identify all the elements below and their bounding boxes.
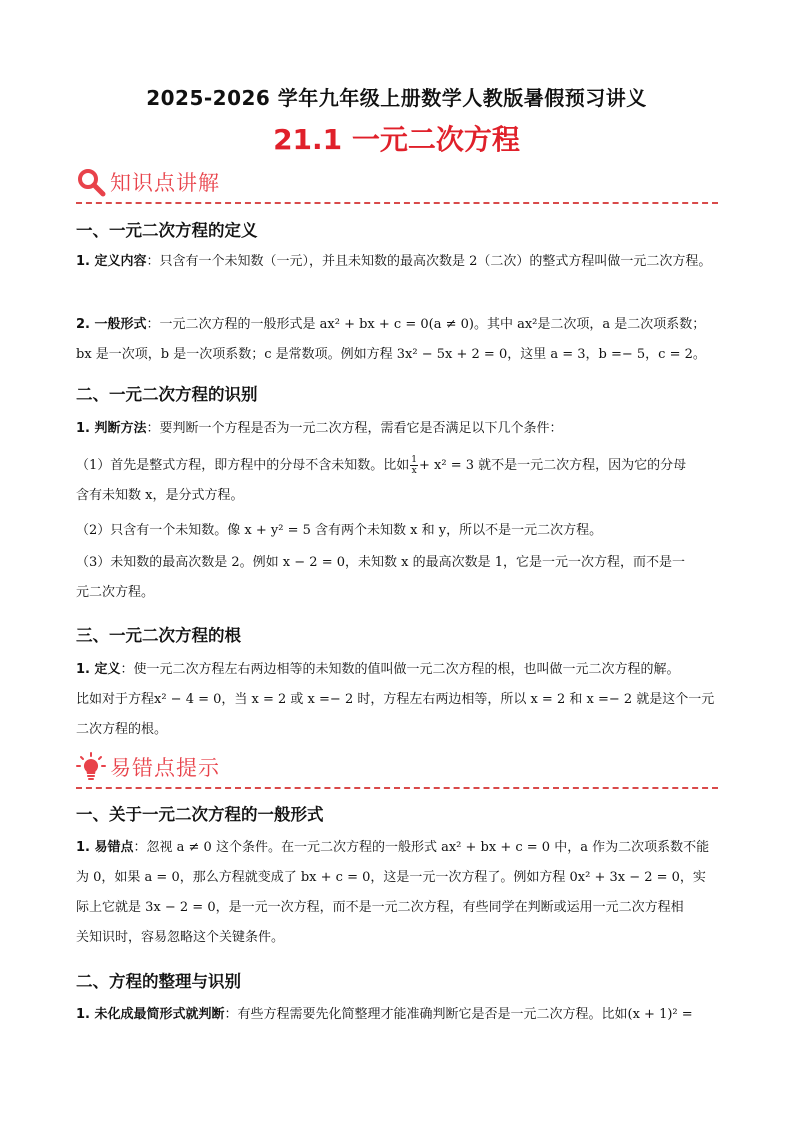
text-condition-1c: 含有未知数 x，是分式方程。 [76, 488, 244, 503]
label-mistake: 1. 易错点 [76, 840, 134, 855]
paragraph-general-form [76, 310, 718, 370]
paragraph-condition-3 [76, 548, 718, 608]
banner-mistakes-label: 易错点提示 [110, 756, 220, 780]
paragraph-roots [76, 655, 718, 745]
text-mistake-c: 际上它就是 3x − 2 = 0，是一元一次方程，而不是一元二次方程，有些同学在判断或运用一元二次方程相 [76, 900, 684, 915]
banner-knowledge-label: 知识点讲解 [110, 171, 220, 195]
paragraph-condition-2: （2）只含有一个未知数。像 x + y² = 5 含有两个未知数 x 和 y，所以不是一元二次方程。 [76, 523, 603, 538]
section-divider [76, 202, 718, 204]
text-condition-1b: + x² = 3 就不是一元二次方程，因为它的分母 [419, 458, 687, 473]
paragraph-definition [76, 247, 718, 277]
text-mistake-d: 关知识时，容易忽略这个关键条件。 [76, 930, 285, 945]
text-condition-3a: （3）未知数的最高次数是 2。例如 x − 2 = 0，未知数 x 的最高次数是 1，它是一元一次方程，而不是一 [76, 555, 685, 570]
heading-general-form-mistake: 一、关于一元二次方程的一般形式 [76, 805, 324, 824]
text-simplify: ：有些方程需要先化简整理才能准确判断它是否是一元二次方程。比如(x + 1)² = [224, 1007, 693, 1022]
paragraph-judge-method [76, 414, 718, 444]
text-definition-content: ：只含有一个未知数（一元），并且未知数的最高次数是 2（二次）的整式方程叫做一元二次方程。 [146, 254, 712, 269]
label-simplify: 1. 未化成最简形式就判断 [76, 1007, 225, 1022]
text-roots-c: 二次方程的根。 [76, 722, 168, 737]
lesson-title: 21.1 一元二次方程 [273, 123, 520, 156]
heading-roots: 三、一元二次方程的根 [76, 626, 241, 645]
paragraph-condition-1 [76, 451, 718, 511]
paragraph-simplify [76, 1000, 718, 1030]
heading-definition: 一、一元二次方程的定义 [76, 221, 258, 240]
banner-knowledge [76, 164, 220, 200]
label-general-form: 2. 一般形式 [76, 317, 147, 332]
label-definition-content: 1. 定义内容 [76, 254, 147, 269]
section-divider [76, 787, 718, 789]
text-general-form-a: ：一元二次方程的一般形式是 ax² + bx + c = 0(a ≠ 0)。其中 ax²是二次项，a 是二次项系数； [146, 317, 706, 332]
magnifier-icon [76, 167, 106, 197]
label-judge-method: 1. 判断方法 [76, 421, 147, 436]
text-mistake-a: ：忽视 a ≠ 0 这个条件。在一元二次方程的一般形式 ax² + bx + c = 0 中，a 作为二次项系数不能 [133, 840, 710, 855]
text-judge-method: ：要判断一个方程是否为一元二次方程，需看它是否满足以下几个条件： [146, 421, 563, 436]
fraction-numerator: 1 [411, 455, 418, 465]
heading-simplify-identify: 二、方程的整理与识别 [76, 972, 241, 991]
paragraph-mistake-1 [76, 833, 718, 953]
lightbulb-icon [76, 752, 106, 782]
text-mistake-b: 为 0，如果 a = 0，那么方程就变成了 bx + c = 0，这是一元一次方程了。例如方程 0x² + 3x − 2 = 0，实 [76, 870, 706, 885]
heading-identification: 二、一元二次方程的识别 [76, 385, 258, 404]
fraction-denominator: x [411, 466, 417, 476]
text-roots-a: ：使一元二次方程左右两边相等的未知数的值叫做一元二次方程的根，也叫做一元二次方程的解。 [120, 662, 680, 677]
text-roots-b: 比如对于方程x² − 4 = 0，当 x = 2 或 x =− 2 时，方程左右两边相等，所以 x = 2 和 x =− 2 就是这个一元 [76, 692, 715, 707]
text-condition-3b: 元二次方程。 [76, 585, 155, 600]
document-title: 2025-2026 学年九年级上册数学人教版暑假预习讲义 [146, 86, 647, 110]
text-condition-1a: （1）首先是整式方程，即方程中的分母不含未知数。比如 [76, 458, 410, 473]
banner-mistakes [76, 749, 220, 785]
text-general-form-b: bx 是一次项，b 是一次项系数；c 是常数项。例如方程 3x² − 5x + 2 = 0，这里 a = 3，b =− 5，c = 2。 [76, 347, 706, 362]
fraction-one-over-x [410, 455, 418, 476]
label-roots-definition: 1. 定义 [76, 662, 121, 677]
